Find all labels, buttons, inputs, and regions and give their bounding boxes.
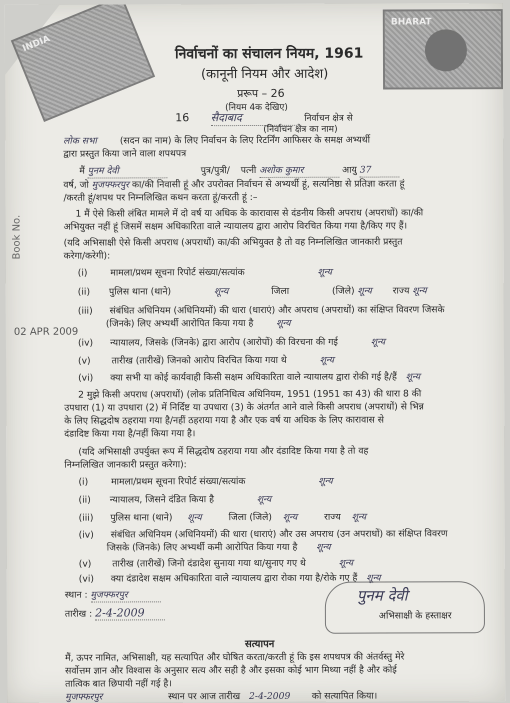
s2-item-3-value: शून्य bbox=[187, 512, 202, 524]
intro-line-2 bbox=[63, 177, 404, 191]
s1-item-4-value: शून्य bbox=[370, 336, 386, 348]
form-number: प्ररूप – 26 bbox=[237, 86, 285, 101]
s2-item-6 bbox=[79, 572, 381, 586]
date-value: 2-4-2009 bbox=[95, 606, 165, 620]
husband-name: अशोक कुमार bbox=[259, 164, 339, 178]
s2-item-3 bbox=[79, 511, 366, 525]
s2-item-3-state-value: शून्य bbox=[351, 511, 367, 523]
affidavit-page bbox=[5, 3, 505, 703]
section1-para-1: 1 मैं ऐसे किसी लंबित मामले में दो वर्ष या अधिक के कारावास से दंडनीय किसी अपराध (अपराधों) का/की bbox=[75, 207, 424, 220]
constituency-caption: (निर्वाचन क्षेत्र का नाम) bbox=[263, 124, 338, 135]
s1-item-6-text: क्या सभी या कोई कार्यवाही किसी सक्षम अधिकारिता वाले न्यायालय द्वारा रोकी गई है/हैं bbox=[110, 371, 397, 384]
s1-item-2-state-value: शून्य bbox=[412, 285, 427, 297]
stamp-left-text: INDIA bbox=[21, 34, 52, 55]
address-value: मुजफ्फरपुर bbox=[91, 179, 130, 191]
s1-item-4 bbox=[78, 336, 385, 350]
s1-item-4-num: (iv) bbox=[77, 337, 94, 349]
relation-label: पुत्र/पुत्री/ bbox=[200, 165, 230, 177]
side-book-note: Book No. bbox=[11, 214, 23, 260]
s1-item-3 bbox=[78, 303, 445, 317]
s1-item-2-value: शून्य bbox=[214, 286, 229, 298]
s1-item-5-num: (v) bbox=[78, 355, 91, 367]
s1-item-6-num: (vi) bbox=[78, 372, 94, 384]
s2-item-2 bbox=[78, 493, 271, 507]
s1-item-3-value: शून्य bbox=[276, 317, 291, 329]
s2-item-3-text: पुलिस थाना (थाने) bbox=[110, 512, 173, 524]
age-label: आयु bbox=[342, 164, 357, 176]
house-name: लोक सभा bbox=[63, 135, 97, 147]
section2-para-2: उपधारा (1) या उपधारा (2) में निर्दिष्ट या उपधारा (3) के अंतर्गत आने वाले किसी अपराध (अपराधों) से भिन्न bbox=[64, 401, 424, 414]
s2-item-5-num: (v) bbox=[78, 558, 92, 570]
house-text: (सदन का नाम) के लिए निर्वाचन के लिए रिटर्निंग आफिसर के समक्ष अभ्यर्थी bbox=[119, 134, 371, 147]
s1-item-2-num: (ii) bbox=[77, 286, 91, 298]
section2-para-4: दंडादिष्ट किया गया है/नहीं किया गया है। bbox=[64, 428, 196, 440]
s2-item-4-value: शून्य bbox=[316, 541, 331, 553]
place-line bbox=[65, 588, 161, 602]
s1-item-2-state: राज्य bbox=[392, 285, 410, 297]
document-subtitle: (कानूनी नियम और आदेश) bbox=[201, 66, 329, 83]
section1-para-2: अभियुक्त नहीं हूं जिसमें सक्षम अधिकारिता वाले न्यायालय द्वारा आरोप विरचित किया गया है/किए गए हैं। bbox=[63, 220, 408, 233]
s1-item-6-value: शून्य bbox=[405, 371, 421, 383]
s2-item-3-district: जिला (जिले) bbox=[228, 511, 272, 524]
s2-item-4-text: संबंधित अधिनियम (अधिनियमों) की धारा (धाराएं) और उस अपराध (उन अपराधों) का संक्षिप्त विवरण bbox=[110, 528, 448, 541]
signature-caption: अभिसाक्षी के हस्ताक्षर bbox=[378, 610, 452, 622]
s1-item-2 bbox=[78, 284, 427, 298]
s2-item-1-text: मामला/प्रथम सूचना रिपोर्ट संख्या/सत्यांक bbox=[111, 476, 246, 488]
section2-para-1: 2 मुझे किसी अपराध (अपराधों) (लोक प्रतिनिधित्व अधिनियम, 1951 (1951 का 43) की धारा 8 की bbox=[78, 388, 422, 401]
intro-oath-text: का/की निवासी हूं और उपरोक्त निर्वाचन से अभ्यर्थी हूं, सत्यनिष्ठा से प्रतिज्ञा करता हूं bbox=[131, 178, 405, 191]
s2-item-3-district-value: शून्य bbox=[282, 511, 298, 523]
s1-item-4-text: न्यायालय, जिसके (जिनके) द्वारा आरोप (आरोपों) की विरचना की गई bbox=[110, 336, 338, 349]
date-label: तारीख : bbox=[64, 608, 93, 620]
date-line bbox=[65, 606, 165, 620]
s1-item-5 bbox=[78, 354, 334, 368]
s2-item-1 bbox=[78, 475, 332, 489]
revenue-stamp-right bbox=[383, 9, 503, 89]
s1-item-3-text: संबंधित अधिनियम (अधिनियमों) की धारा (धाराएं) और अपराध (अपराधों) का संक्षिप्त विवरण जिसके bbox=[109, 304, 445, 317]
verification-line-2: सर्वोत्तम ज्ञान और विश्वास के अनुसार सत्य और सही है और इसका कोई भाग मिथ्या नहीं है और कोई bbox=[65, 664, 397, 677]
verification-line-3: तात्विक बात छिपायी नहीं गई है। bbox=[65, 678, 172, 690]
s1-item-1-text: मामला/प्रथम सूचना रिपोर्ट संख्या/सत्यांक bbox=[110, 267, 245, 279]
wife-label: पत्नी bbox=[240, 164, 257, 177]
section1-para-4: करेगा/करेगी): bbox=[63, 250, 111, 262]
s2-item-5-value: शून्य bbox=[338, 557, 354, 569]
verification-place: मुजफ्फरपुर bbox=[65, 690, 135, 702]
s1-item-2-district: जिला bbox=[271, 285, 290, 297]
stamp-right-text: BHARAT bbox=[390, 17, 432, 28]
s2-item-4 bbox=[79, 527, 448, 541]
verification-text-2: को सत्यापित किया। bbox=[311, 690, 378, 702]
s2-item-4-cont bbox=[107, 541, 331, 555]
s2-item-6-value: शून्य bbox=[366, 572, 381, 584]
s1-item-3-cont bbox=[106, 317, 291, 331]
s2-item-1-value: शून्य bbox=[318, 475, 333, 487]
s2-item-3-num: (iii) bbox=[78, 512, 94, 524]
document-title: निर्वाचनों का संचालन नियम, 1961 bbox=[174, 45, 364, 63]
s1-item-3-num: (iii) bbox=[77, 305, 93, 317]
s2-item-2-value: शून्य bbox=[256, 493, 272, 505]
verification-bottom-line bbox=[65, 690, 377, 703]
s1-item-5-text: तारीख (तारीखें) जिनको आरोप विरचित किया गया थे bbox=[111, 354, 287, 367]
verification-title: सत्यापन bbox=[244, 638, 275, 651]
intro-years: वर्ष, जो bbox=[63, 179, 89, 191]
s1-item-1-value: शून्य bbox=[317, 266, 332, 278]
s1-item-3-text2: (जिनके) लिए अभ्यर्थी आरोपित किया गया है bbox=[105, 318, 254, 330]
verification-line-1: मैं, ऊपर नामित, अभिसाक्षी, यह सत्यापित और घोषित करता/करती हूं कि इस शपथपत्र की अंतर्वस्तु मेरे bbox=[65, 651, 405, 664]
s1-item-2-text: पुलिस थाना (थाने) bbox=[108, 286, 172, 298]
deponent-signature: पुनम देवी bbox=[356, 586, 408, 605]
s2-item-5-text: तारीख (तारीखें) जिनो दंडादेश सुनाया गया था/सुनाए गए थे bbox=[112, 557, 306, 570]
section1-para-3: (यदि अभिसाक्षी ऐसे किसी अपराध (अपराधों) का/की अभियुक्त है तो वह निम्नलिखित जानकारी प्रस्तुत bbox=[63, 236, 403, 249]
s1-item-2-districts: (जिले) bbox=[331, 285, 355, 297]
place-label: स्थान : bbox=[64, 589, 88, 601]
s2-item-2-num: (ii) bbox=[78, 494, 91, 506]
s2-item-1-num: (i) bbox=[78, 476, 89, 488]
s2-item-4-text2: जिसके (जिनके) लिए अभ्यर्थी कमी आरोपित किया गया है bbox=[106, 541, 298, 554]
section2-para-6: निम्नलिखित जानकारी प्रस्तुत करेगा): bbox=[64, 459, 187, 471]
verification-date: 2-4-2009 bbox=[249, 690, 309, 703]
s2-item-3-state: राज्य bbox=[324, 511, 341, 523]
s2-item-5 bbox=[79, 557, 353, 571]
s1-item-1-num: (i) bbox=[77, 267, 88, 279]
constituency-name: सैदाबाद bbox=[211, 110, 301, 126]
intro-line-3: /करती हूं/शपथ पर निम्नलिखित कथन करता हूं/करती हूं :– bbox=[63, 191, 258, 204]
age-value: 37 bbox=[360, 163, 400, 177]
s2-item-6-num: (vi) bbox=[78, 573, 94, 585]
rule-reference: (नियम 4क देखिए) bbox=[225, 102, 288, 114]
intro-label: मैं bbox=[79, 165, 85, 177]
section2-para-5: (यदि अभिसाक्षी उपर्युक्त रूप में सिद्धदोष ठहराया गया और दंडादिष्ट किया गया है तो वह bbox=[78, 445, 369, 458]
s2-item-4-num: (iv) bbox=[78, 529, 94, 541]
s1-item-2-district-value: शून्य bbox=[357, 285, 372, 297]
verification-text: स्थान पर आज तारीख bbox=[168, 691, 241, 703]
side-date-stamp: 02 APR 2009 bbox=[13, 326, 79, 338]
s1-item-1 bbox=[78, 266, 332, 280]
s1-item-6 bbox=[78, 370, 420, 384]
house-line-2: द्वारा प्रस्तुत किया जाने वाला शपथपत्र bbox=[63, 148, 187, 160]
deponent-name: पुनम देवी bbox=[88, 164, 168, 178]
s1-item-5-value: शून्य bbox=[319, 354, 335, 366]
intro-line-1 bbox=[79, 163, 399, 178]
s2-item-6-text: क्या दंडादेश सक्षम अधिकारिता वाले न्यायालय द्वारा रोका गया है/रोके गए हैं bbox=[110, 572, 358, 585]
house-line bbox=[63, 134, 370, 148]
section2-para-3: के लिए सिद्धदोष ठहराया गया है/नहीं ठहराया गया है और एक वर्ष या अधिक के लिए कारावास से bbox=[64, 414, 385, 427]
place-value: मुजफ्फरपुर bbox=[91, 588, 161, 602]
constituency-number: 16 bbox=[175, 111, 190, 125]
constituency-suffix: निर्वाचन क्षेत्र से bbox=[304, 113, 353, 124]
s2-item-2-text: न्यायालय, जिसने दंडित किया है bbox=[109, 494, 214, 506]
